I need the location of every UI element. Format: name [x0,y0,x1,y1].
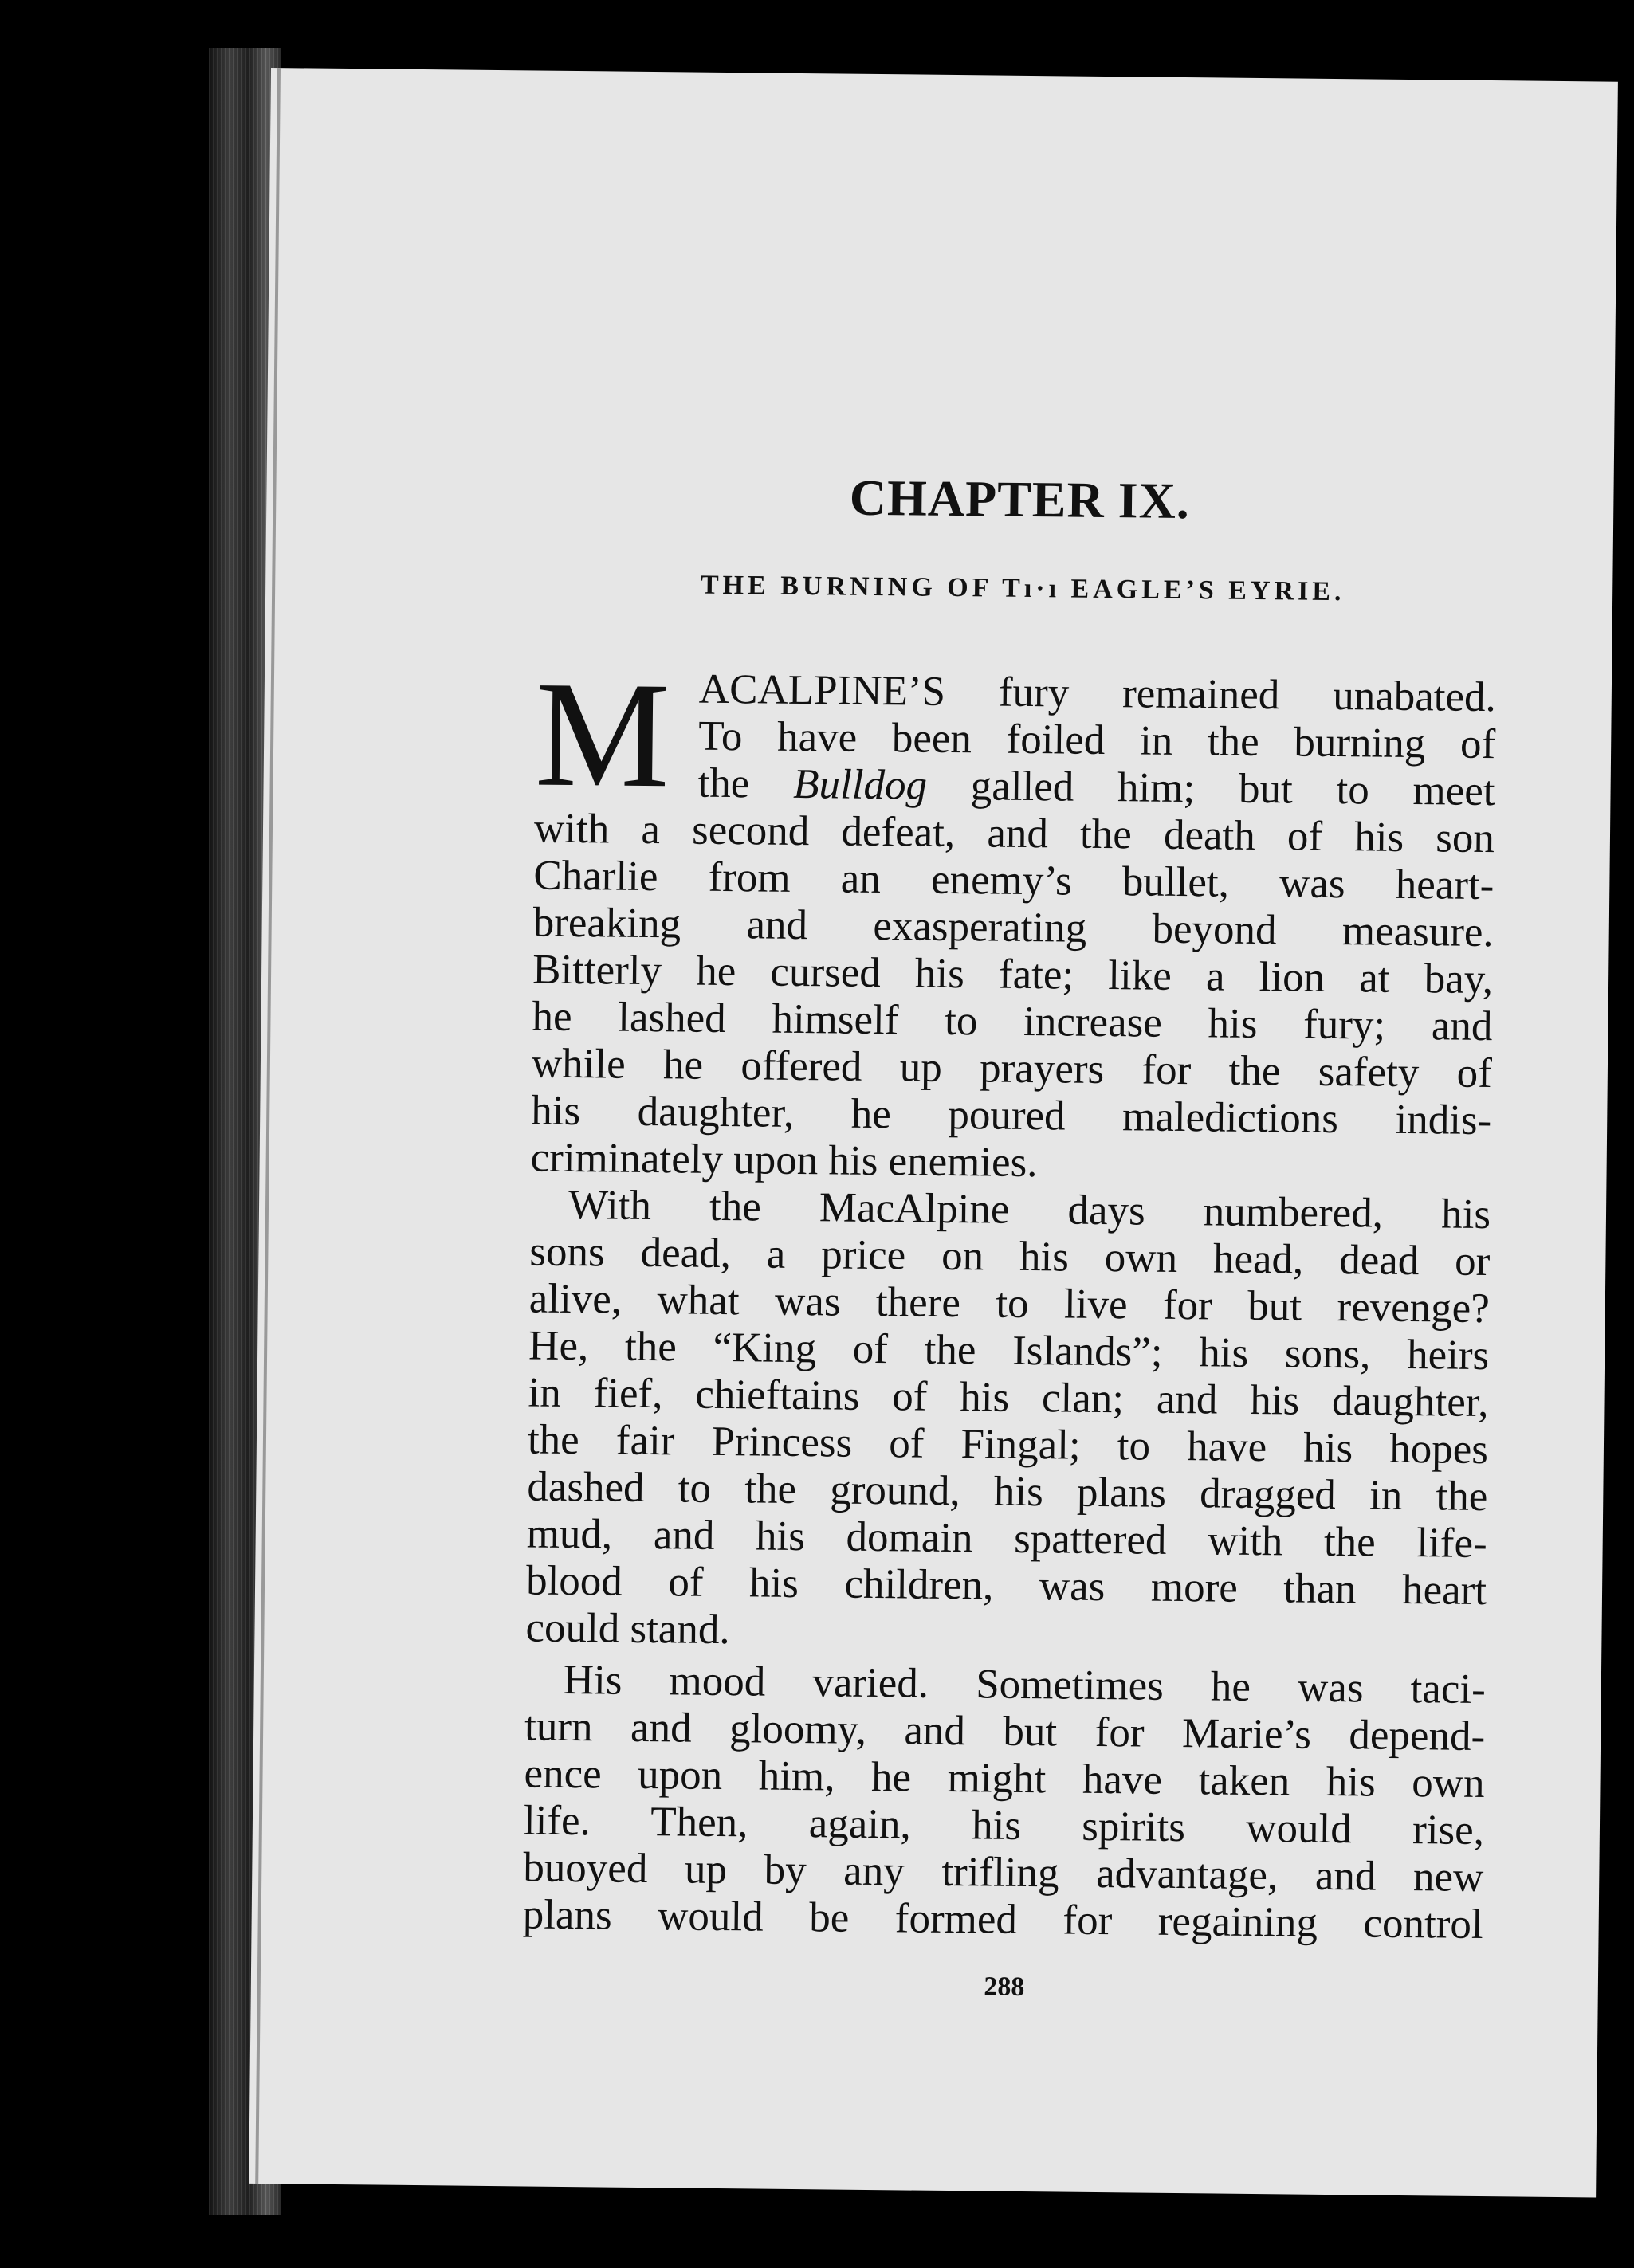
book-page [249,68,1618,2198]
text-line: life. Then, again, his spirits would rise, [523,1797,1485,1854]
text-line: mud, and his domain spattered with the life- [526,1510,1487,1568]
text-line: plans would be formed for regaining control [522,1891,1483,1948]
paragraph-2 [525,1181,1491,1662]
text-line: alive, what was there to live for but revenge? [528,1275,1491,1332]
text-line: dashed to the ground, his plans dragged in the [527,1463,1488,1521]
text-line: could stand. [525,1604,730,1654]
paragraph-1 [530,650,1497,1192]
text-line: His mood varied. Sometimes he was taci- [563,1656,1487,1713]
page-number: 288 [984,1972,1025,2003]
text-line: the fair Princess of Fingal; to have his hopes [527,1416,1489,1473]
text-line: ence upon him, he might have taken his own [524,1750,1485,1807]
text-line: ACALPINE’S fury remained unabated. [698,665,1497,721]
chapter-subtitle: THE BURNING OF Tı·ı EAGLE’S EYRIE. [700,570,1345,607]
text-line: while he offered up prayers for the safety of [531,1040,1493,1097]
text-line: He, the “King of the Islands”; his sons, heirs [528,1322,1490,1379]
text-line: breaking and exasperating beyond measure. [532,899,1495,956]
text-line: with a second defeat, and the death of his son [533,805,1495,862]
text-line: in fief, chieftains of his clan; and his daughter, [528,1369,1489,1426]
text-line: buoyed up by any trifling advantage, and new [523,1844,1484,1901]
text-line: his daughter, he poured maledictions indis- [531,1087,1492,1144]
text-line: Bitterly he cursed his fate; like a lion at bay, [532,946,1494,1003]
text-line: he lashed himself to increase his fury; and [532,993,1493,1050]
text-line: With the MacAlpine days numbered, his [568,1181,1491,1238]
text-line: criminately upon his enemies. [530,1134,1038,1187]
drop-cap: M [534,650,671,820]
text-line: sons dead, a price on his own head, dead or [529,1228,1491,1285]
paragraph-3 [522,1656,1486,1948]
text-line: To have been foiled in the burning of [697,712,1496,768]
text-line-rendered: the Bulldog galled him; but to meet [697,759,1495,815]
text-line: Charlie from an enemy’s bullet, was heart- [533,852,1495,909]
text-line: turn and gloomy, and but for Marie’s depend- [524,1703,1486,1760]
chapter-heading: CHAPTER IX. [849,469,1191,530]
chapter-body [522,650,1497,1949]
text-line: blood of his children, was more than heart [525,1557,1487,1615]
